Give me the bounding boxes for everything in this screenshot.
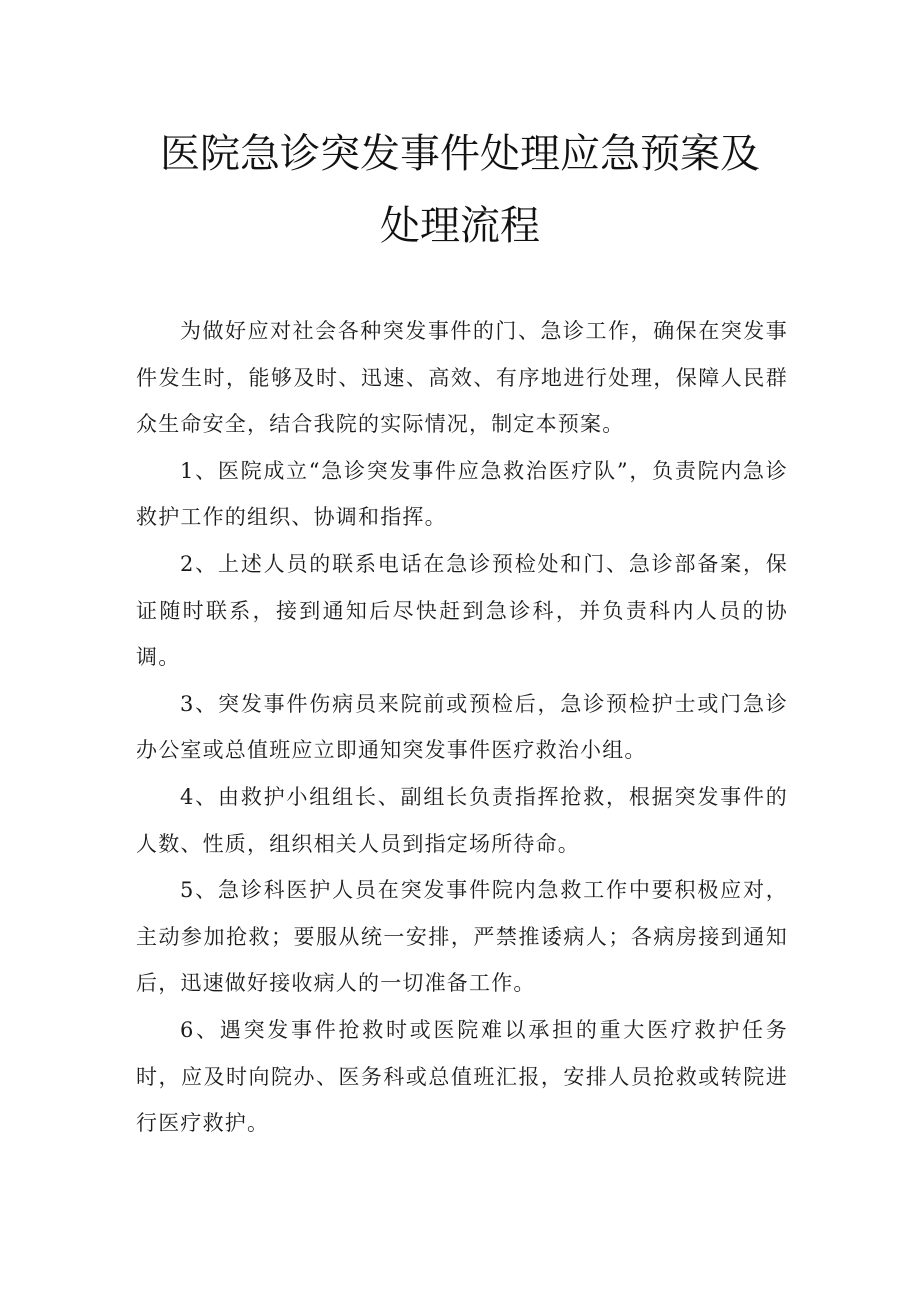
title-line-2: 处理流程 xyxy=(380,203,540,249)
document-title xyxy=(0,118,920,262)
paragraph-item-5: 5、急诊科医护人员在突发事件院内急救工作中要积极应对，主动参加抢救；要服从统一安排，严禁推诿病人；各病房接到通知后，迅速做好接收病人的一切准备工作。 xyxy=(136,878,788,996)
paragraph-item-2: 2、上述人员的联系电话在急诊预检处和门、急诊部备案，保证随时联系，接到通知后尽快赶到急诊科，并负责科内人员的协调。 xyxy=(136,551,788,670)
paragraph-item-3: 3、突发事件伤病员来院前或预检后，急诊预检护士或门急诊办公室或总值班应立即通知突发事件医疗救治小组。 xyxy=(136,691,788,763)
title-line-1: 医院急诊突发事件处理应急预案及 xyxy=(160,131,760,177)
document-body xyxy=(136,308,788,1147)
paragraph-item-4: 4、由救护小组组长、副组长负责指挥抢救，根据突发事件的人数、性质，组织相关人员到指定场所待命。 xyxy=(136,784,788,856)
paragraph-intro: 为做好应对社会各种突发事件的门、急诊工作，确保在突发事件发生时，能够及时、迅速、高效、有序地进行处理，保障人民群众生命安全，结合我院的实际情况，制定本预案。 xyxy=(136,319,788,437)
paragraph-item-6: 6、遇突发事件抢救时或医院难以承担的重大医疗救护任务时，应及时向院办、医务科或总值班汇报，安排人员抢救或转院进行医疗救护。 xyxy=(136,1017,788,1136)
paragraph-item-1: 1、医院成立“急诊突发事件应急救治医疗队”，负责院内急诊救护工作的组织、协调和指挥。 xyxy=(136,458,788,530)
